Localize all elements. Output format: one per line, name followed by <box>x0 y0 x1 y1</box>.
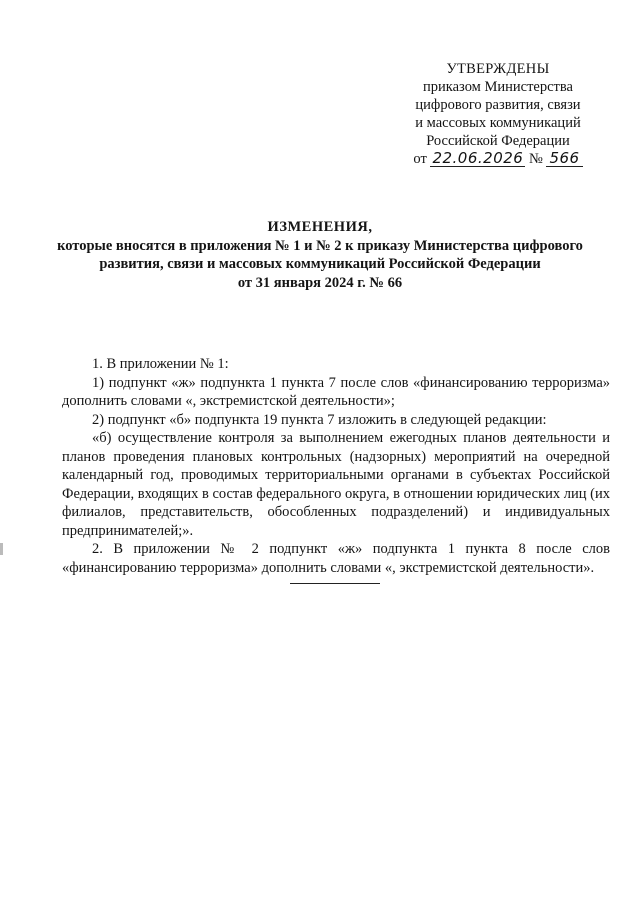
date-prefix: от <box>413 151 427 167</box>
paragraph-2: 1) подпункт «ж» подпункта 1 пункта 7 после слов «финансированию терроризма» дополнить словами «, экстремистской деятельности»; <box>62 374 610 409</box>
heading-line-1: которые вносятся в приложения № 1 и № 2 к приказу Министерства цифрового <box>57 237 583 254</box>
closing-rule <box>290 583 380 584</box>
approval-line-1: приказом Министерства <box>423 79 573 95</box>
handwritten-number: 566 <box>546 150 582 167</box>
handwritten-date: 22.06.2026 <box>432 149 524 167</box>
document-title: ИЗМЕНЕНИЯ, <box>267 219 373 235</box>
heading-line-3: от 31 января 2024 г. № 66 <box>237 274 403 291</box>
document-heading <box>40 218 600 292</box>
approval-title: УТВЕРЖДЕНЫ <box>446 61 550 77</box>
approval-stamp <box>398 60 598 168</box>
approval-line-4: Российской Федерации <box>426 133 570 149</box>
heading-line-2: развития, связи и массовых коммуникаций Российской Федерации <box>99 256 541 272</box>
approval-line-3: и массовых коммуникаций <box>415 115 581 131</box>
document-body <box>62 355 610 577</box>
paragraph-3: 2) подпункт «б» подпункта 19 пункта 7 изложить в следующей редакции: <box>92 411 547 428</box>
approval-line-2: цифрового развития, связи <box>415 97 581 113</box>
number-sign: № <box>528 151 543 167</box>
paragraph-4: «б) осуществление контроля за выполнением ежегодных планов деятельности и планов проведения плановых контрольных (надзорных) мероприятий на очередной календарный год, проводимых территориальными органами в субъектах Российской Федерации, входящих в состав федерального округа, в отношении юридических лиц (их филиалов, представительств, обособленных подразделений) и индивидуальных предпринимателей;». <box>62 430 610 539</box>
approval-date-line <box>398 150 598 168</box>
scan-margin-mark <box>0 543 3 555</box>
paragraph-1: 1. В приложении № 1: <box>92 356 229 372</box>
paragraph-5: 2. В приложении № 2 подпункт «ж» подпункта 1 пункта 8 после слов «финансированию терроризма» дополнить словами «, экстремистской деятельности». <box>62 541 610 576</box>
